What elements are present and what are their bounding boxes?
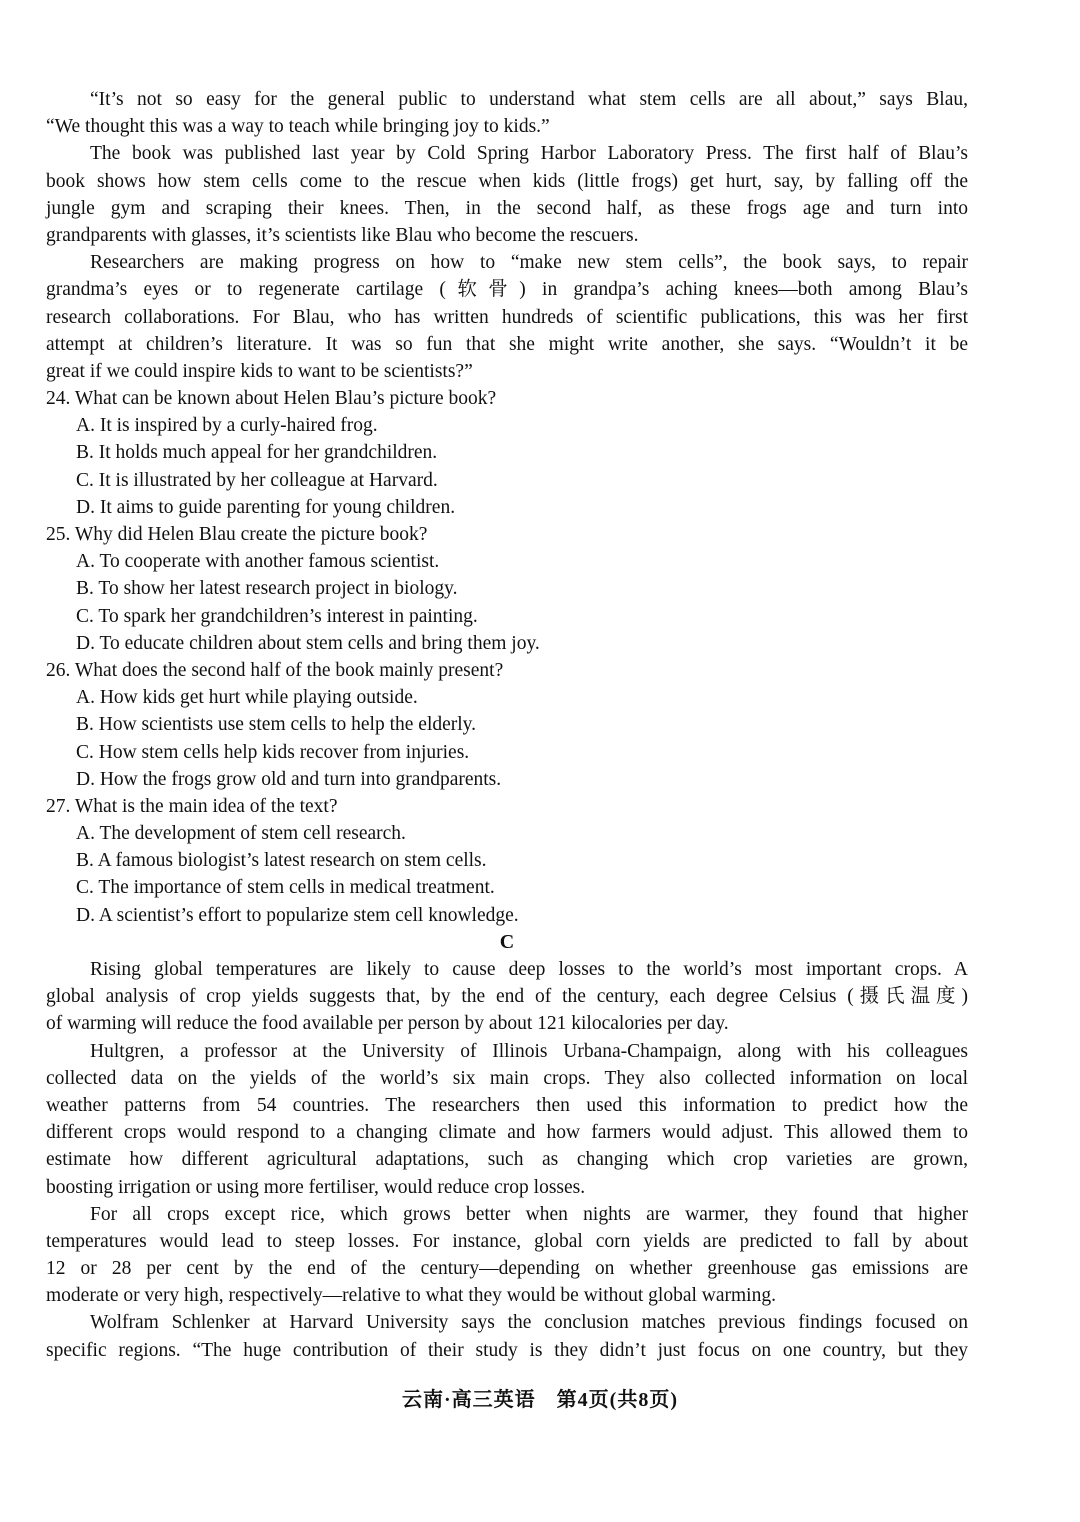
text-line: research collaborations. For Blau, who has written hundreds of scientific publications, this was her first [46, 306, 968, 328]
question-stem: 24. What can be known about Helen Blau’s picture book? [46, 388, 497, 410]
question-stem: 25. Why did Helen Blau create the picture book? [46, 524, 428, 545]
text-line: The book was published last year by Cold Spring Harbor Laboratory Press. The first half of Blau’s [90, 143, 968, 165]
question-25 [46, 521, 968, 657]
text-line: boosting irrigation or using more fertiliser, would reduce crop losses. [46, 1176, 586, 1198]
answer-option[interactable]: B. It holds much appeal for her grandchildren. [76, 442, 438, 464]
answer-option[interactable]: A. To cooperate with another famous scientist. [76, 551, 440, 573]
text-line: specific regions. “The huge contribution of their study is they didn’t just focus on one country, but they [46, 1339, 968, 1361]
answer-option[interactable]: B. To show her latest research project in biology. [76, 578, 458, 600]
paragraph-researchers-progress [46, 249, 968, 385]
text-line: For all crops except rice, which grows better when nights are warmer, they found that higher [90, 1203, 968, 1225]
text-line: collected data on the yields of the world’s six main crops. They also collected information on local [46, 1067, 968, 1089]
text-line: “We thought this was a way to teach while bringing joy to kids.” [46, 116, 550, 138]
answer-option[interactable]: C. The importance of stem cells in medical treatment. [76, 877, 495, 899]
paragraph-blau-quote [46, 86, 968, 140]
answer-option[interactable]: C. To spark her grandchildren’s interest in painting. [76, 605, 478, 627]
text-line: grandma’s eyes or to regenerate cartilage (软骨) in grandpa’s aching knees—both among Blau’s [46, 279, 968, 301]
text-line: great if we could inspire kids to want to be scientists?” [46, 360, 473, 382]
page-footer: 云南·高三英语 第4页(共8页) [402, 1389, 678, 1411]
question-27 [46, 793, 968, 929]
text-line: weather patterns from 54 countries. The researchers then used this information to predict how the [46, 1094, 968, 1116]
answer-option[interactable]: A. It is inspired by a curly-haired frog. [76, 415, 378, 437]
question-26 [46, 657, 968, 793]
text-line: Rising global temperatures are likely to cause deep losses to the world’s most important crops. A [90, 959, 968, 980]
paragraph-crop-losses [46, 956, 968, 1038]
answer-option[interactable]: B. How scientists use stem cells to help the elderly. [76, 714, 477, 736]
answer-option[interactable]: D. It aims to guide parenting for young children. [76, 496, 456, 518]
exam-page [46, 86, 968, 1364]
text-line: global analysis of crop yields suggests that, by the end of the century, each degree Celsius (摄氏温度) [46, 986, 968, 1008]
text-line: estimate how different agricultural adaptations, such as changing which crop varieties are grown, [46, 1149, 968, 1171]
text-line: Researchers are making progress on how to “make new stem cells”, the book says, to repair [90, 252, 968, 274]
text-line: Wolfram Schlenker at Harvard University says the conclusion matches previous findings focused on [90, 1312, 968, 1334]
answer-option[interactable]: A. How kids get hurt while playing outside. [76, 687, 418, 709]
text-line: of warming will reduce the food available per person by about 121 kilocalories per day. [46, 1013, 729, 1035]
text-line: grandparents with glasses, it’s scientists like Blau who become the rescuers. [46, 224, 639, 246]
text-line: temperatures would lead to steep losses. For instance, global corn yields are predicted to fall by about [46, 1230, 968, 1252]
paragraph-book-published [46, 140, 968, 249]
answer-option[interactable]: B. A famous biologist’s latest research on stem cells. [76, 850, 487, 872]
question-24 [46, 385, 968, 521]
paragraph-crops-except-rice [46, 1201, 968, 1310]
text-line: book shows how stem cells come to the rescue when kids (little frogs) get hurt, say, by falling off the [46, 170, 968, 192]
answer-option[interactable]: D. To educate children about stem cells and bring them joy. [76, 632, 540, 654]
answer-option[interactable]: D. A scientist’s effort to popularize stem cell knowledge. [76, 904, 519, 926]
answer-option[interactable]: C. How stem cells help kids recover from injuries. [76, 741, 470, 763]
section-heading: C [499, 930, 515, 953]
paragraph-schlenker [46, 1309, 968, 1363]
text-line: “It’s not so easy for the general public to understand what stem cells are all about,” says Blau, [90, 89, 968, 110]
text-line: attempt at children’s literature. It was so fun that she might write another, she says. “Wouldn’t it be [46, 333, 968, 355]
answer-option[interactable]: A. The development of stem cell research. [76, 823, 406, 845]
text-line: Hultgren, a professor at the University of Illinois Urbana-Champaign, along with his colleagues [90, 1040, 968, 1062]
question-stem: 27. What is the main idea of the text? [46, 795, 338, 817]
text-line: different crops would respond to a changing climate and how farmers would adjust. This allowed them to [46, 1122, 968, 1144]
answer-option[interactable]: D. How the frogs grow old and turn into grandparents. [76, 768, 502, 790]
text-line: 12 or 28 per cent by the end of the century—depending on whether greenhouse gas emissions are [46, 1258, 968, 1280]
question-stem: 26. What does the second half of the book mainly present? [46, 659, 504, 681]
text-line: jungle gym and scraping their knees. Then, in the second half, as these frogs age and turn into [46, 197, 968, 219]
text-line: moderate or very high, respectively—relative to what they would be without global warming. [46, 1285, 776, 1307]
answer-option[interactable]: C. It is illustrated by her colleague at Harvard. [76, 469, 438, 491]
paragraph-hultgren-data [46, 1038, 968, 1201]
